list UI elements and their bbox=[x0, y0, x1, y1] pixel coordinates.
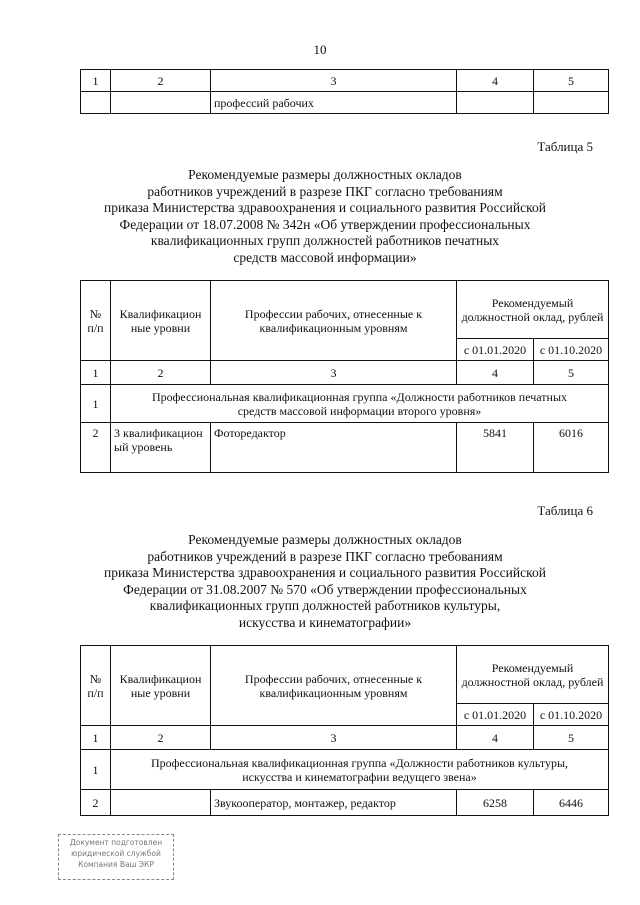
heading-line: Федерации от 31.08.2007 № 570 «Об утверждении профессиональных bbox=[123, 581, 527, 597]
heading-line: работников учреждений в разрезе ПКГ согласно требованиям bbox=[147, 183, 503, 199]
table5-heading bbox=[60, 167, 590, 266]
group-title: Профессиональная квалификационная группа «Должности работников печатных средств массовой информации второго уровня» bbox=[111, 385, 609, 423]
header-salary: Рекомендуемый должностной оклад, рублей bbox=[457, 646, 609, 704]
table6 bbox=[80, 645, 609, 816]
index-cell: 1 bbox=[81, 726, 111, 750]
index-cell: 2 bbox=[111, 726, 211, 750]
index-cell: 3 bbox=[211, 361, 457, 385]
header-date-1: с 01.01.2020 bbox=[457, 339, 534, 361]
row-level bbox=[111, 790, 211, 816]
table5-label: Таблица 5 bbox=[537, 139, 593, 154]
row-profession: Фоторедактор bbox=[211, 423, 457, 473]
document-stamp bbox=[58, 834, 174, 880]
index-cell: 5 bbox=[534, 361, 609, 385]
stamp-line: юридической службой bbox=[71, 849, 161, 858]
heading-line: средств массовой информации» bbox=[233, 249, 417, 265]
header-level: Квалификацион ные уровни bbox=[111, 281, 211, 361]
row-num: 2 bbox=[81, 790, 111, 816]
row-profession: Звукооператор, монтажер, редактор bbox=[211, 790, 457, 816]
col-index-5: 5 bbox=[534, 70, 609, 92]
row-value-2: 6446 bbox=[534, 790, 609, 816]
header-profession: Профессии рабочих, отнесенные к квалификационным уровням bbox=[211, 646, 457, 726]
index-cell: 1 bbox=[81, 361, 111, 385]
table6-label: Таблица 6 bbox=[537, 503, 593, 518]
heading-line: приказа Министерства здравоохранения и социального развития Российской bbox=[104, 200, 546, 215]
row-value-1: 5841 bbox=[457, 423, 534, 473]
heading-line: квалификационных групп должностей работников печатных bbox=[150, 233, 500, 248]
header-salary: Рекомендуемый должностной оклад, рублей bbox=[457, 281, 609, 339]
continuation-table bbox=[80, 69, 609, 114]
table5 bbox=[80, 280, 609, 473]
stamp-line: Компания Ваш ЭКР bbox=[78, 860, 154, 869]
col-index-1: 1 bbox=[81, 70, 111, 92]
row-value-2: 6016 bbox=[534, 423, 609, 473]
row-value-1: 6258 bbox=[457, 790, 534, 816]
group-num: 1 bbox=[81, 750, 111, 790]
heading-line: квалификационных групп должностей работников культуры, bbox=[149, 598, 501, 613]
heading-line: Федерации от 18.07.2008 № 342н «Об утверждении профессиональных bbox=[119, 216, 531, 232]
row-num: 2 bbox=[81, 423, 111, 473]
group-title: Профессиональная квалификационная группа «Должности работников культуры, искусства и кинематографии ведущего звена» bbox=[111, 750, 609, 790]
cell-empty bbox=[534, 92, 609, 114]
header-date-2: с 01.10.2020 bbox=[534, 339, 609, 361]
col-index-3: 3 bbox=[211, 70, 457, 92]
header-profession: Профессии рабочих, отнесенные к квалификационным уровням bbox=[211, 281, 457, 361]
col-index-2: 2 bbox=[111, 70, 211, 92]
header-date-1: с 01.01.2020 bbox=[457, 704, 534, 726]
heading-line: работников учреждений в разрезе ПКГ согласно требованиям bbox=[147, 548, 503, 564]
index-cell: 5 bbox=[534, 726, 609, 750]
cell-empty bbox=[111, 92, 211, 114]
header-date-2: с 01.10.2020 bbox=[534, 704, 609, 726]
index-cell: 4 bbox=[457, 361, 534, 385]
heading-line: Рекомендуемые размеры должностных окладов bbox=[188, 167, 462, 182]
cell-empty bbox=[457, 92, 534, 114]
header-level: Квалификацион ные уровни bbox=[111, 646, 211, 726]
index-cell: 2 bbox=[111, 361, 211, 385]
index-cell: 4 bbox=[457, 726, 534, 750]
heading-line: Рекомендуемые размеры должностных окладов bbox=[188, 532, 462, 547]
row-level: 3 квалификацион ый уровень bbox=[111, 423, 211, 473]
cell-empty bbox=[81, 92, 111, 114]
page-number: 10 bbox=[313, 42, 327, 57]
heading-line: приказа Министерства здравоохранения и социального развития Российской bbox=[104, 565, 546, 580]
col-index-4: 4 bbox=[457, 70, 534, 92]
table6-heading bbox=[60, 532, 590, 631]
group-num: 1 bbox=[81, 385, 111, 423]
header-num: № п/п bbox=[81, 281, 111, 361]
index-cell: 3 bbox=[211, 726, 457, 750]
stamp-line: Документ подготовлен bbox=[69, 838, 163, 847]
cell-profession: профессий рабочих bbox=[211, 92, 457, 114]
header-num: № п/п bbox=[81, 646, 111, 726]
heading-line: искусства и кинематографии» bbox=[238, 614, 412, 630]
